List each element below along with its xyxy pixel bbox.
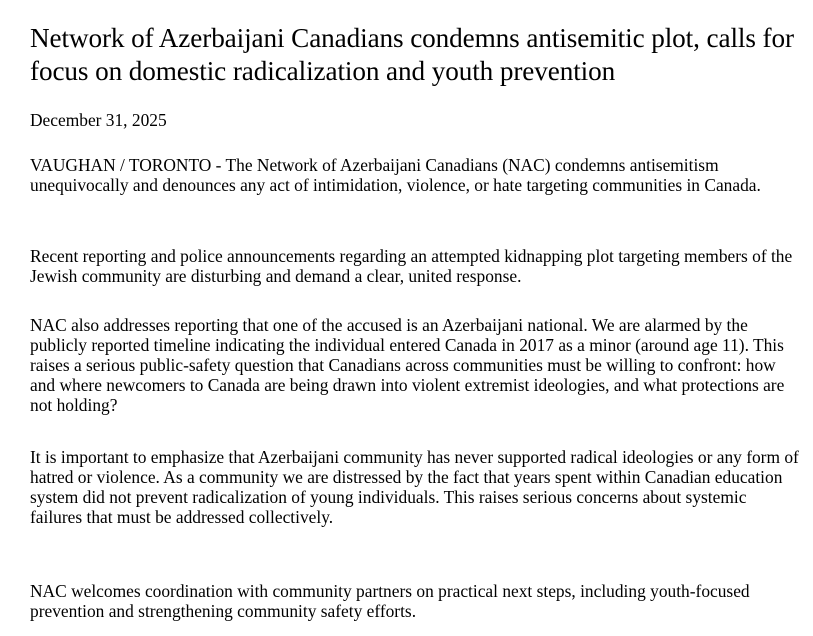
document-date: December 31, 2025 — [30, 110, 167, 130]
paragraph-accused: NAC also addresses reporting that one of the accused is an Azerbaijani national. We are alarmed by the publicly reported timeline indicating the individual entered Canada in 2017 as a minor (around age 11). This raises a serious public-safety question that Canadians across communities must be willing to confront: how and where newcomers to Canada are being drawn into violent extremist ideologies, and what protections are not holding? — [30, 315, 785, 415]
paragraph-intro: VAUGHAN / TORONTO - The Network of Azerbaijani Canadians (NAC) condemns antisemitism unequivocally and denounces any act of intimidation, violence, or hate targeting communities in Canada. — [30, 155, 761, 195]
paragraph-community: It is important to emphasize that Azerbaijani community has never supported radical ideologies or any form of hatred or violence. As a community we are distressed by the fact that years spent within Canadian education system did not prevent radicalization of young individuals. This raises serious concerns about systemic failures that must be addressed collectively. — [30, 447, 799, 527]
document-title: Network of Azerbaijani Canadians condemns antisemitic plot, calls for focus on domestic radicalization and youth prevention — [30, 23, 794, 86]
paragraph-reporting: Recent reporting and police announcements regarding an attempted kidnapping plot targeting members of the Jewish community are disturbing and demand a clear, united response. — [30, 246, 793, 286]
paragraph-next-steps: NAC welcomes coordination with community partners on practical next steps, including youth-focused prevention and strengthening community safety efforts. — [30, 581, 750, 621]
document-page — [30, 22, 800, 621]
